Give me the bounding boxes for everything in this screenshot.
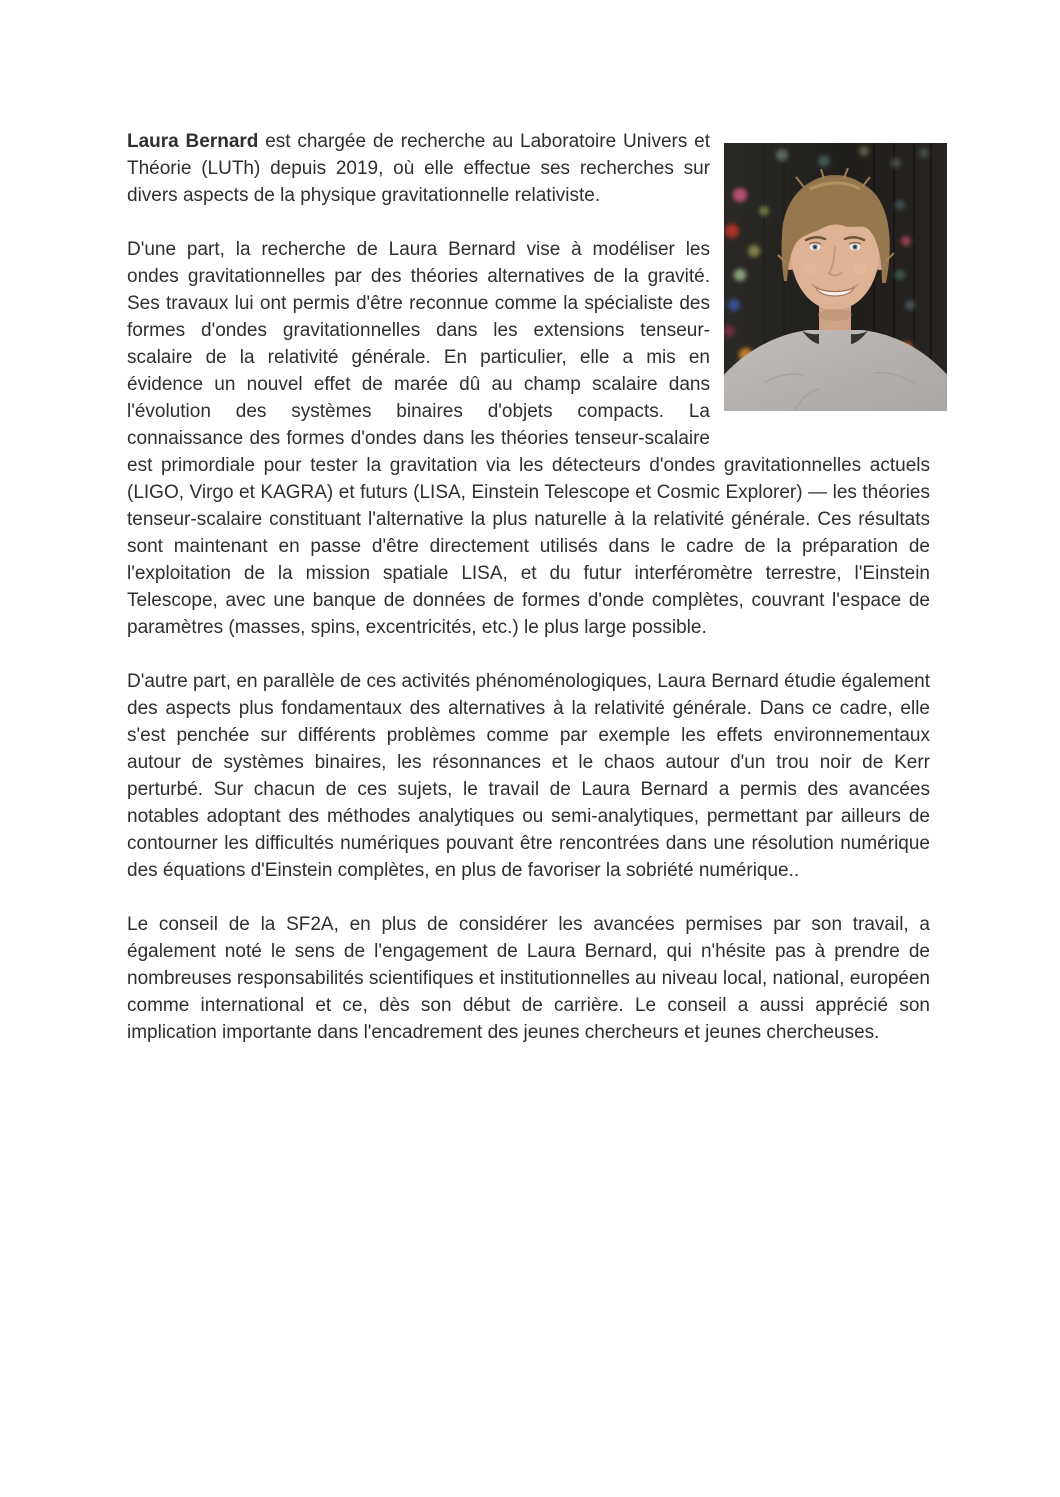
portrait-photo-graphic (724, 143, 947, 411)
paragraph-intro-text: est chargée de recherche au Laboratoire Univers et Théorie (LUTh) depuis 2019, où elle effectue ses recherches sur divers aspects de la physique gravitationnelle relativiste. (127, 131, 710, 206)
portrait-photo (724, 143, 947, 411)
paragraph-research: D'une part, la recherche de Laura Bernard vise à modéliser les ondes gravitationnelles par des théories alternatives de la gravité. Ses travaux lui ont permis d'être reconnue comme la spécialiste des formes d'ondes gravitationnelles dans les extensions tenseur-scalaire de la relativité générale. En particulier, elle a mis en évidence un nouvel effet de marée dû au champ scalaire dans l'évolution des systèmes binaires d'objets compacts. La connaissance des formes d'ondes dans les théories tenseur-scalaire est primordiale pour tester la gravitation via les détecteurs d'ondes gravitationnelles actuels (LIGO, Virgo et KAGRA) et futurs (LISA, Einstein Telescope et Cosmic Explorer) — les théories tenseur-scalaire constituant l'alternative la plus naturelle à la relativité générale. Ces résultats sont maintenant en passe d'être directement utilisés dans le cadre de la préparation de l'exploitation de la mission spatiale LISA, et du futur interféromètre terrestre, l'Einstein Telescope, avec une banque de données de formes d'onde complètes, couvrant l'espace de paramètres (masses, spins, excentricités, etc.) le plus large possible. (127, 239, 930, 638)
article-body (127, 128, 930, 1046)
paragraph-council: Le conseil de la SF2A, en plus de considérer les avancées permises par son travail, a également noté le sens de l'engagement de Laura Bernard, qui n'hésite pas à prendre de nombreuses responsabilités scientifiques et institutionnelles au niveau local, national, européen comme international et ce, dès son début de carrière. Le conseil a aussi apprécié son implication importante dans l'encadrement des jeunes chercheurs et jeunes chercheuses. (127, 914, 930, 1043)
paragraph-fundamental: D'autre part, en parallèle de ces activités phénoménologiques, Laura Bernard étudie également des aspects plus fondamentaux des alternatives à la relativité générale. Dans ce cadre, elle s'est penchée sur différents problèmes comme par exemple les effets environnementaux autour de systèmes binaires, les résonnances et le chaos autour d'un trou noir de Kerr perturbé. Sur chacun de ces sujets, le travail de Laura Bernard a permis des avancées notables adoptant des méthodes analytiques ou semi-analytiques, permettant par ailleurs de contourner les difficultés numériques pouvant être rencontrées dans une résolution numérique des équations d'Einstein complètes, en plus de favoriser la sobriété numérique.. (127, 671, 930, 881)
person-name: Laura Bernard (127, 131, 259, 152)
